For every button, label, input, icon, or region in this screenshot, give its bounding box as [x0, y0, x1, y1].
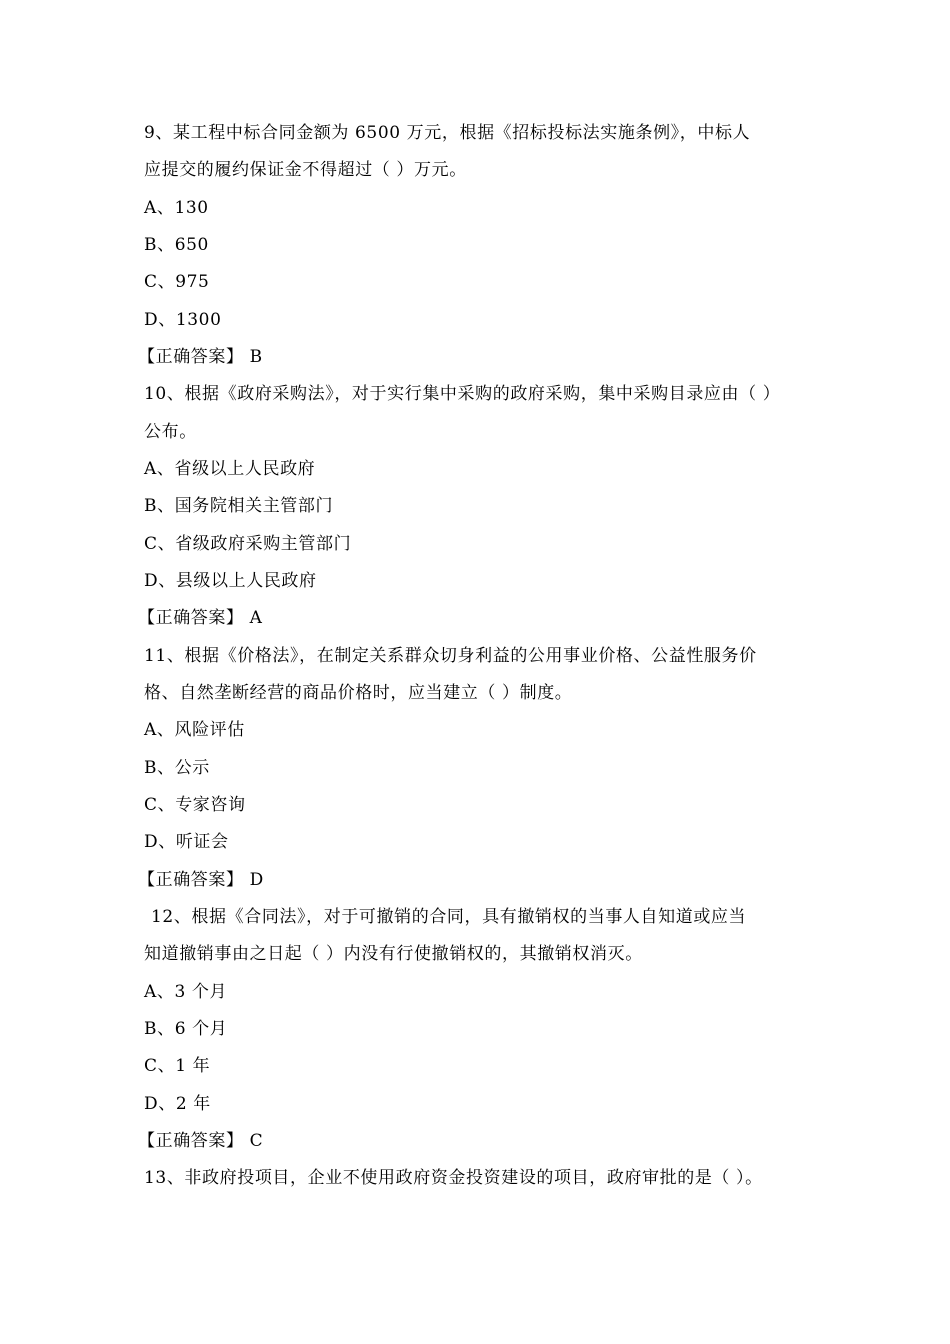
question-9-option-c: C、975 [144, 272, 210, 292]
question-9-stem-line-1: 9、某工程中标合同金额为 6500 万元，根据《招标投标法实施条例》，中标人 [144, 123, 751, 143]
question-11-stem-line-1: 11、根据《价格法》，在制定关系群众切身利益的公用事业价格、公益性服务价 [144, 646, 757, 666]
question-11-answer: 【正确答案】 D [138, 870, 264, 890]
question-11-option-b: B、公示 [144, 758, 210, 778]
question-11-stem-line-2: 格、自然垄断经营的商品价格时，应当建立（ ）制度。 [144, 683, 573, 703]
question-10-stem-line-1: 10、根据《政府采购法》，对于实行集中采购的政府采购，集中采购目录应由（ ） [144, 384, 781, 404]
question-11-option-c: C、专家咨询 [144, 795, 246, 815]
question-12-option-b: B、6 个月 [144, 1019, 228, 1039]
question-13-stem-line-1: 13、非政府投项目，企业不使用政府资金投资建设的项目，政府审批的是（ ）。 [144, 1168, 763, 1188]
question-11-option-a: A、风险评估 [144, 720, 245, 740]
question-12-option-c: C、1 年 [144, 1056, 211, 1076]
question-12-answer: 【正确答案】 C [138, 1131, 264, 1151]
question-9-stem-line-2: 应提交的履约保证金不得超过（ ）万元。 [144, 160, 467, 180]
question-9-answer: 【正确答案】 B [138, 347, 263, 367]
question-9-option-d: D、1300 [144, 310, 222, 330]
question-10-answer: 【正确答案】 A [138, 608, 263, 628]
question-12-option-a: A、3 个月 [144, 982, 228, 1002]
question-10-option-d: D、县级以上人民政府 [144, 571, 317, 591]
question-12-stem-line-1: 12、根据《合同法》，对于可撤销的合同，具有撤销权的当事人自知道或应当 [151, 907, 747, 927]
question-10-stem-line-2: 公布。 [144, 422, 197, 442]
question-12-stem-line-2: 知道撤销事由之日起（ ）内没有行使撤销权的，其撤销权消灭。 [144, 944, 643, 964]
question-9-option-b: B、650 [144, 235, 209, 255]
question-9-option-a: A、130 [144, 198, 209, 218]
question-11-option-d: D、听证会 [144, 832, 229, 852]
question-10-option-a: A、省级以上人民政府 [144, 459, 316, 479]
question-12-option-d: D、2 年 [144, 1094, 211, 1114]
question-10-option-c: C、省级政府采购主管部门 [144, 534, 352, 554]
question-10-option-b: B、国务院相关主管部门 [144, 496, 334, 516]
